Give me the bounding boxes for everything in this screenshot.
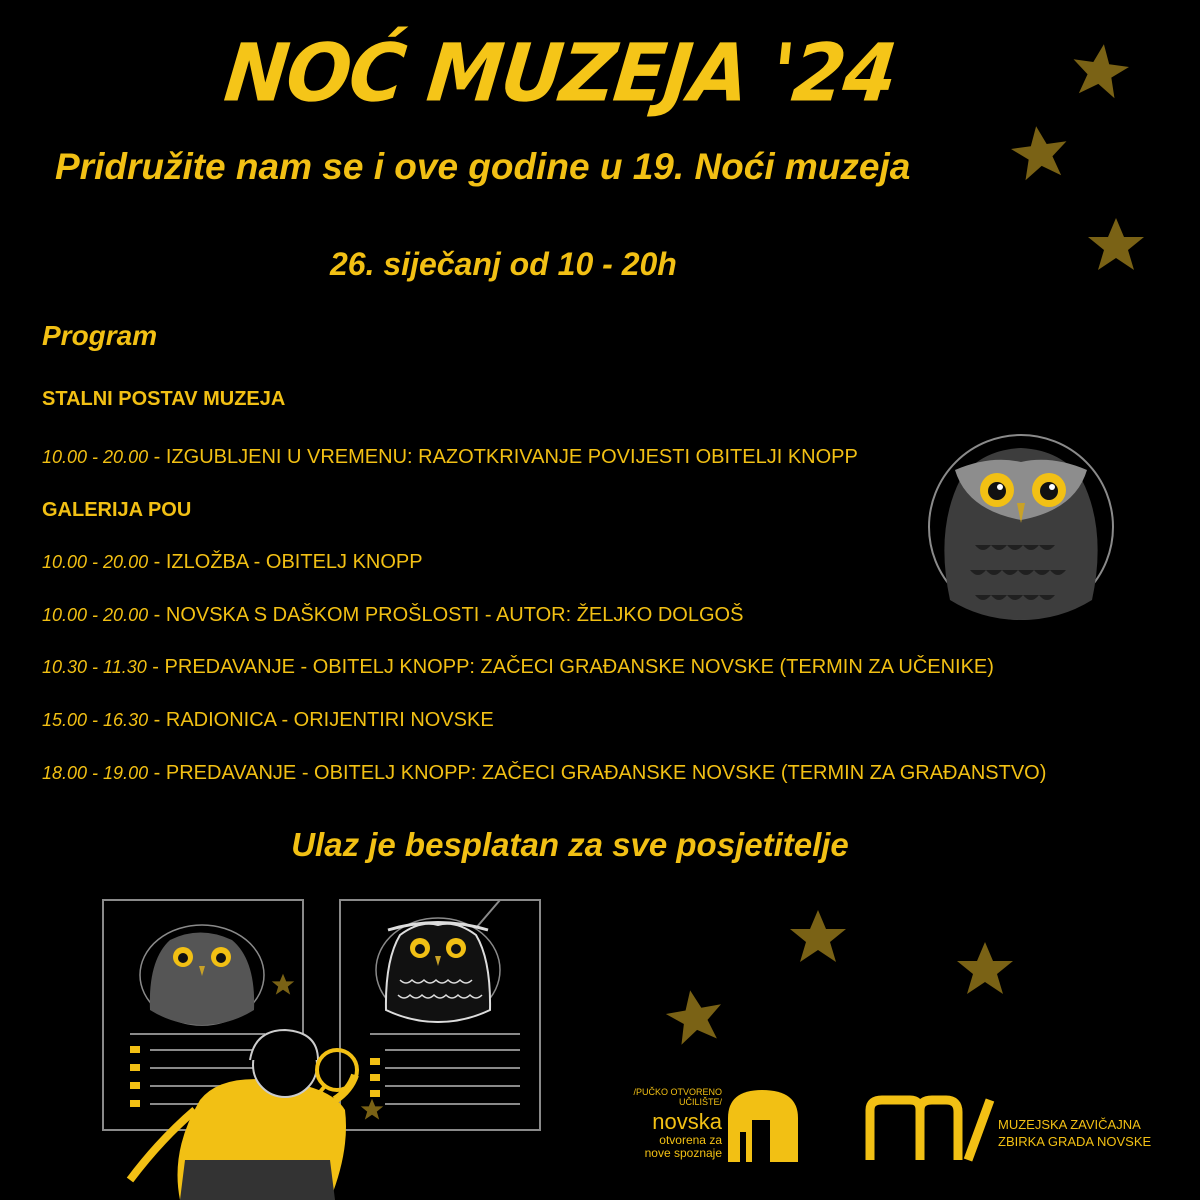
section-heading: STALNI POSTAV MUZEJA xyxy=(42,388,286,410)
program-item-separator: - xyxy=(148,446,166,468)
person-with-magnifier-icon xyxy=(130,1030,357,1200)
program-item-time: 10.00 - 20.00 xyxy=(42,447,149,467)
program-item-separator: - xyxy=(148,551,166,573)
pou-logo xyxy=(632,1087,722,1160)
program-item-title: NOVSKA S DAŠKOM PROŠLOSTI - AUTOR: ŽELJKO DOLGOŠ xyxy=(165,604,744,626)
star-icon xyxy=(957,942,1013,994)
star-icon xyxy=(272,974,294,995)
event-title: NOĆ MUZEJA '24 xyxy=(220,25,900,120)
museum-logo-mark xyxy=(870,1100,990,1160)
program-item-separator: - xyxy=(146,656,165,678)
program-item-time: 15.00 - 16.30 xyxy=(42,710,149,730)
program-item-time: 10.30 - 11.30 xyxy=(42,657,147,677)
pou-logo-top2: UČILIŠTE/ xyxy=(678,1097,722,1107)
star-icon xyxy=(663,986,727,1047)
program-item-title: IZLOŽBA - OBITELJ KNOPP xyxy=(165,551,423,573)
program-item-separator: - xyxy=(148,709,166,731)
owl-icon xyxy=(376,918,500,1022)
free-entry-note: Ulaz je besplatan za sve posjetitelje xyxy=(291,826,849,863)
pou-logo-mark xyxy=(728,1090,798,1162)
owl-icon xyxy=(140,925,264,1025)
pou-logo-tagline-1: otvorena za xyxy=(659,1133,722,1147)
program-item-title: PREDAVANJE - OBITELJ KNOPP: ZAČECI GRAĐANSKE NOVSKE (TERMIN ZA GRAĐANSTVO) xyxy=(165,762,1047,784)
museum-logo xyxy=(998,1116,1151,1150)
program-item-title: RADIONICA - ORIJENTIRI NOVSKE xyxy=(165,709,494,731)
star-icon xyxy=(790,910,846,962)
star-icon xyxy=(361,1099,383,1120)
star-icon xyxy=(1088,218,1144,270)
program-item-separator: - xyxy=(148,762,166,784)
pou-logo-tagline-2: nove spoznaje xyxy=(644,1146,722,1160)
program-item-time: 10.00 - 20.00 xyxy=(42,552,149,572)
program-item-title: IZGUBLJENI U VREMENU: RAZOTKRIVANJE POVIJESTI OBITELJI KNOPP xyxy=(165,446,858,468)
museum-logo-line-1: MUZEJSKA ZAVIČAJNA xyxy=(998,1117,1141,1132)
star-icon xyxy=(1008,122,1071,181)
event-date: 26. siječanj od 10 - 20h xyxy=(330,246,677,282)
program-item-title: PREDAVANJE - OBITELJ KNOPP: ZAČECI GRAĐANSKE NOVSKE (TERMIN ZA UČENIKE) xyxy=(164,656,994,678)
subtitle: Pridružite nam se i ove godine u 19. Noći muzeja xyxy=(55,146,911,187)
magnifier-icon xyxy=(317,1050,357,1090)
owl-icon xyxy=(929,435,1113,620)
exhibit-illustration xyxy=(103,900,540,1200)
pou-logo-name: novska xyxy=(652,1109,722,1134)
section-heading: GALERIJA POU xyxy=(42,499,192,521)
program-item-separator: - xyxy=(148,604,166,626)
pou-logo-top: /PUČKO OTVORENO xyxy=(633,1087,722,1097)
program-heading: Program xyxy=(42,320,158,351)
star-icon xyxy=(1069,40,1132,99)
program-item-time: 10.00 - 20.00 xyxy=(42,605,149,625)
museum-logo-line-2: ZBIRKA GRADA NOVSKE xyxy=(998,1134,1152,1149)
program-item-time: 18.00 - 19.00 xyxy=(42,763,149,783)
